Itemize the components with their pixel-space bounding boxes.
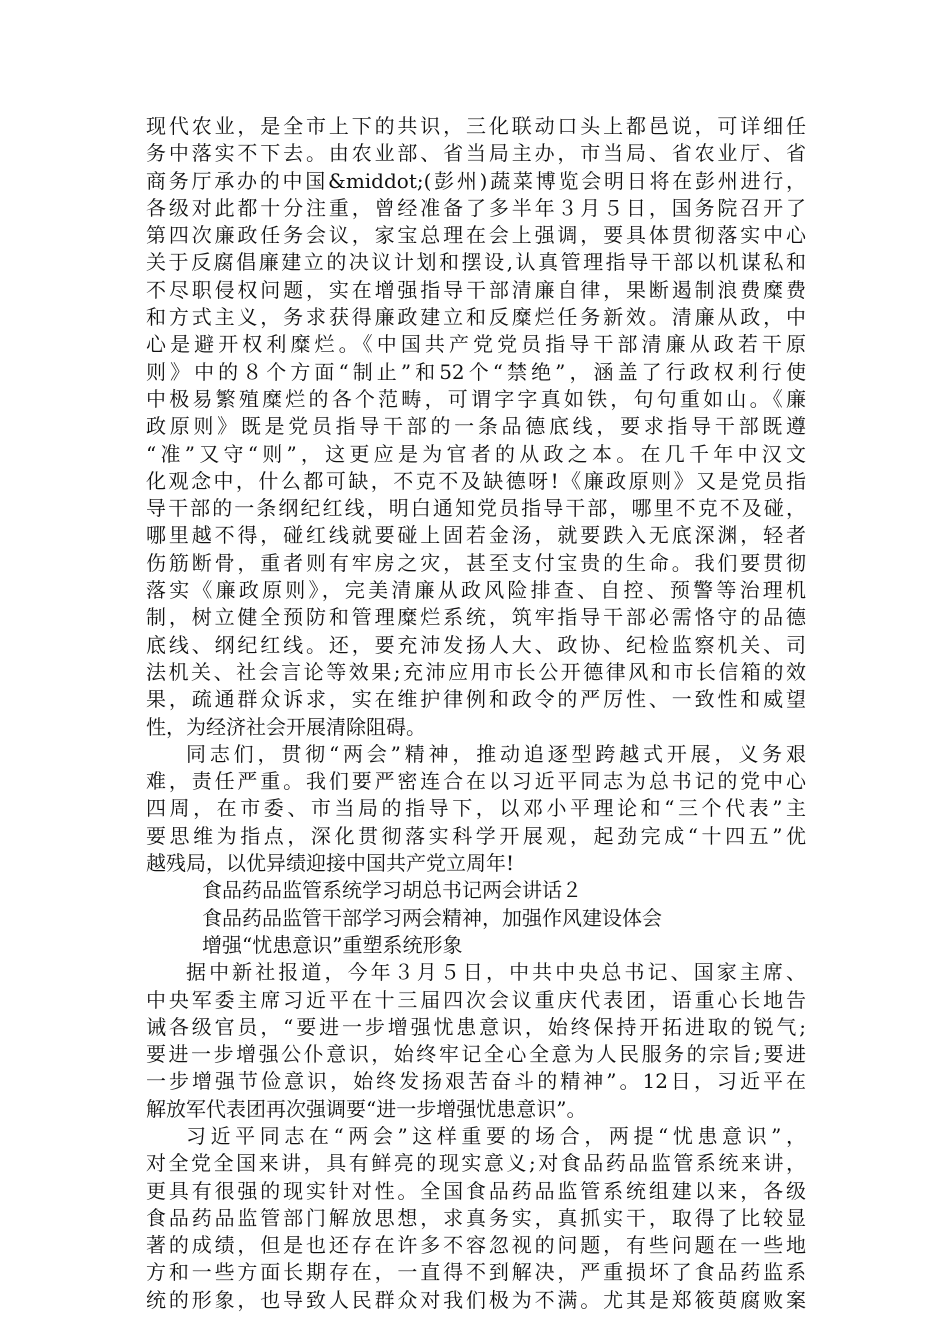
section-heading-1: 食品药品监管系统学习胡总书记两会讲话２ — [202, 878, 582, 903]
text-line: 制，树立健全预防和管理糜烂系统，筑牢指导干部必需恪守的品德 — [146, 605, 806, 630]
text-line: 要进一步增强公仆意识，始终牢记全心全意为人民服务的宗旨;要进 — [146, 1042, 806, 1067]
paragraph-1 — [146, 113, 806, 741]
text-line: 落实《廉政原则》，完美清廉从政风险排查、自控、预警等治理机 — [146, 578, 806, 603]
text-line: 和方式主义，务求获得廉政建立和反糜烂任务新效。清廉从政，中 — [146, 305, 806, 330]
text-line: 不尽职侵权问题，实在增强指导干部清廉自律，果断遏制浪费糜费 — [146, 277, 806, 302]
text-line: 性，为经济社会开展清除阻碍。 — [146, 714, 426, 739]
text-line: 则》中的８个方面“制止”和52个“禁绝”，涵盖了行政权利行使 — [146, 359, 806, 384]
text-line: 四周，在市委、市当局的指导下，以邓小平理论和“三个代表”主 — [146, 796, 806, 821]
text-line: 要思维为指点，深化贯彻落实科学开展观，起劲完成“十四五”优 — [146, 823, 806, 848]
text-line: 统的形象，也导致人民群众对我们极为不满。尤其是郑筱萸腐败案 — [146, 1287, 806, 1312]
text-line: 商务厅承办的中国&middot;(彭州)蔬菜博览会明日将在彭州进行， — [146, 168, 806, 193]
text-line: 方和一些方面长期存在，一直得不到解决，严重损坏了食品药监系 — [146, 1260, 806, 1285]
text-line: 第四次廉政任务会议，家宝总理在会上强调，要具体贯彻落实中心 — [146, 223, 806, 248]
text-line: “准”又守“则”，这更应是为官者的从政之本。在几千年中汉文 — [146, 441, 806, 466]
text-line: 关于反腐倡廉建立的决议计划和摆设,认真管理指导干部以机谋私和 — [146, 250, 806, 275]
text-line: 政原则》既是党员指导干部的一条品德底线，要求指导干部既遵 — [146, 414, 806, 439]
text-line: 化观念中，什么都可缺，不克不及缺德呀!《廉政原则》又是党员指 — [146, 468, 806, 493]
text-line: 据中新社报道，今年３月５日，中共中央总书记、国家主席、 — [186, 960, 806, 985]
text-line: 中极易繁殖糜烂的各个范畴，可谓字字真如铁，句句重如山。《廉 — [146, 386, 806, 411]
paragraph-4 — [146, 1123, 806, 1314]
text-line: 心是避开权利糜烂。《中国共产党党员指导干部清廉从政若干原 — [146, 332, 806, 357]
section-heading-2: 食品药品监管干部学习两会精神，加强作风建设体会 — [202, 905, 662, 930]
text-line: 一步增强节俭意识，始终发扬艰苦奋斗的精神”。12日，习近平在 — [146, 1069, 806, 1094]
text-line: 导干部的一条纲纪红线，明白通知党员指导干部，哪里不克不及碰， — [146, 496, 806, 521]
text-line: 解放军代表团再次强调要“进一步增强忧患意识”。 — [146, 1096, 587, 1121]
text-line: 越残局，以优异绩迎接中国共产党立周年! — [146, 851, 515, 876]
text-line: 食品药品监管部门解放思想，求真务实，真抓实干，取得了比较显 — [146, 1205, 806, 1230]
text-line: 诫各级官员，“要进一步增强忧患意识，始终保持开拓进取的锐气; — [146, 1014, 806, 1039]
document-page — [146, 113, 806, 1314]
text-line: 伤筋断骨，重者则有牢房之灾，甚至支付宝贵的生命。我们要贯彻 — [146, 550, 806, 575]
text-line: 各级对此都十分注重，曾经准备了多半年３月５日，国务院召开了 — [146, 195, 806, 220]
text-line: 更具有很强的现实针对性。全国食品药品监管系统组建以来，各级 — [146, 1178, 806, 1203]
text-line: 务中落实不下去。由农业部、省当局主办，市当局、省农业厅、省 — [146, 141, 806, 166]
text-line: 哪里越不得，碰红线就要碰上固若金汤，就要跌入无底深渊，轻者 — [146, 523, 806, 548]
text-line: 中央军委主席习近平在十三届四次会议重庆代表团，语重心长地告 — [146, 987, 806, 1012]
text-line: 习近平同志在“两会”这样重要的场合，两提“忧患意识”， — [186, 1123, 806, 1148]
paragraph-2 — [146, 741, 806, 877]
text-line: 同志们，贯彻“两会”精神，推动追逐型跨越式开展，义务艰 — [186, 741, 806, 766]
text-line: 对全党全国来讲，具有鲜亮的现实意义;对食品药品监管系统来讲， — [146, 1151, 806, 1176]
text-line: 著的成绩，但是也还存在许多不容忽视的问题，有些问题在一些地 — [146, 1233, 806, 1258]
text-line: 法机关、社会言论等效果;充沛应用市长公开德律风和市长信箱的效 — [146, 659, 806, 684]
text-line: 果，疏通群众诉求，实在维护律例和政令的严厉性、一致性和威望 — [146, 687, 806, 712]
text-line: 底线、纲纪红线。还，要充沛发扬人大、政协、纪检监察机关、司 — [146, 632, 806, 657]
text-line: 难，责任严重。我们要严密连合在以习近平同志为总书记的党中心 — [146, 769, 806, 794]
section-heading-3: 增强“忧患意识”重塑系统形象 — [202, 932, 463, 957]
paragraph-3 — [146, 959, 806, 1123]
text-line: 现代农业，是全市上下的共识，三化联动口头上都邑说，可详细任 — [146, 114, 806, 138]
